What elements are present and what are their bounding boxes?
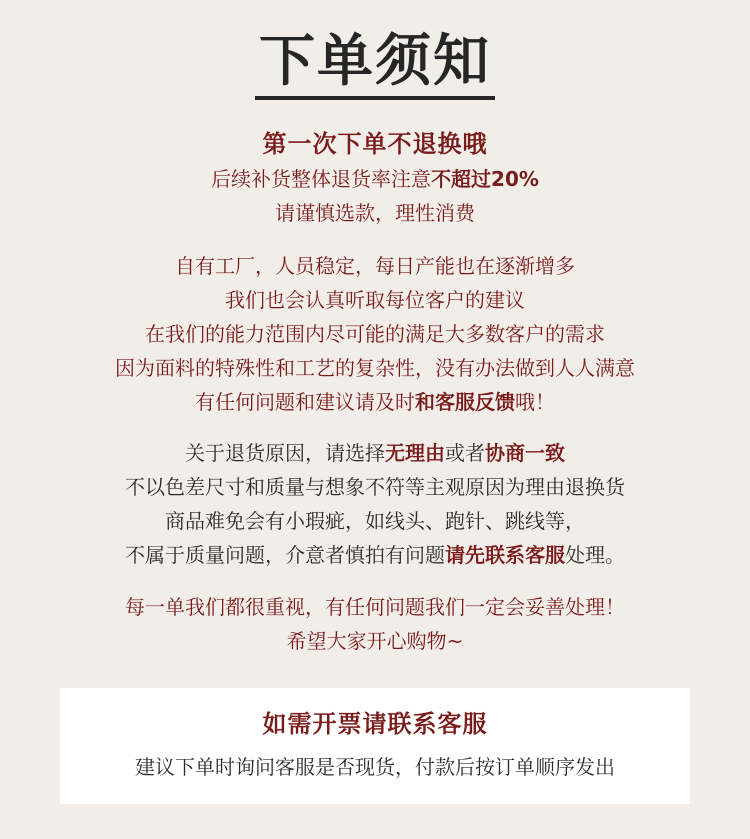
return-rate-notice (0, 162, 750, 196)
return-reason-mid: 或者 (445, 441, 485, 465)
invoice-box (60, 688, 690, 804)
capability-line: 在我们的能力范围内尽可能的满足大多数客户的需求 (145, 322, 605, 346)
feedback-bold: 和客服反馈 (415, 390, 515, 414)
invoice-subtitle: 建议下单时询问客服是否现货，付款后按订单顺序发出 (135, 755, 615, 779)
return-reason-option1: 无理由 (385, 441, 445, 465)
return-reason-line (0, 436, 750, 470)
flaws-line: 商品难免会有小瑕疵，如线头、跑针、跳线等， (165, 509, 585, 533)
return-reason-prefix: 关于退货原因，请选择 (185, 441, 385, 465)
return-rate-text: 后续补货整体退货率注意 (211, 167, 432, 191)
feedback-prefix: 有任何问题和建议请及时 (195, 390, 415, 414)
fabric-line: 因为面料的特殊性和工艺的复杂性，没有办法做到人人满意 (115, 356, 635, 380)
happy-shopping-line: 希望大家开心购物~ (286, 629, 464, 653)
section-first-order (0, 126, 750, 230)
feedback-line (0, 385, 750, 419)
factory-line: 自有工厂，人员稳定，每日产能也在逐渐增多 (175, 254, 575, 278)
quality-suffix: 处理。 (565, 543, 625, 567)
section-closing (0, 590, 750, 658)
subjective-reason-line: 不以色差尺寸和质量与想象不符等主观原因为理由退换货 (125, 475, 625, 499)
suggestion-line: 我们也会认真听取每位客户的建议 (225, 288, 525, 312)
contact-service-bold: 请先联系客服 (445, 543, 565, 567)
page-title: 下单须知 (255, 26, 495, 100)
section-factory-info (0, 249, 750, 419)
return-reason-option2: 协商一致 (485, 441, 565, 465)
section-return-policy (0, 436, 750, 572)
closing-line: 每一单我们都很重视，有任何问题我们一定会妥善处理！ (125, 595, 625, 619)
return-rate-limit: 不超过20% (431, 167, 539, 191)
invoice-title: 如需开票请联系客服 (262, 710, 488, 738)
title-area (0, 26, 750, 100)
quality-line (0, 538, 750, 572)
first-order-headline: 第一次下单不退换哦 (262, 130, 488, 158)
quality-prefix: 不属于质量问题，介意者慎拍有问题 (125, 543, 445, 567)
careful-choice-notice: 请谨慎选款，理性消费 (275, 201, 475, 225)
feedback-suffix: 哦！ (515, 390, 555, 414)
